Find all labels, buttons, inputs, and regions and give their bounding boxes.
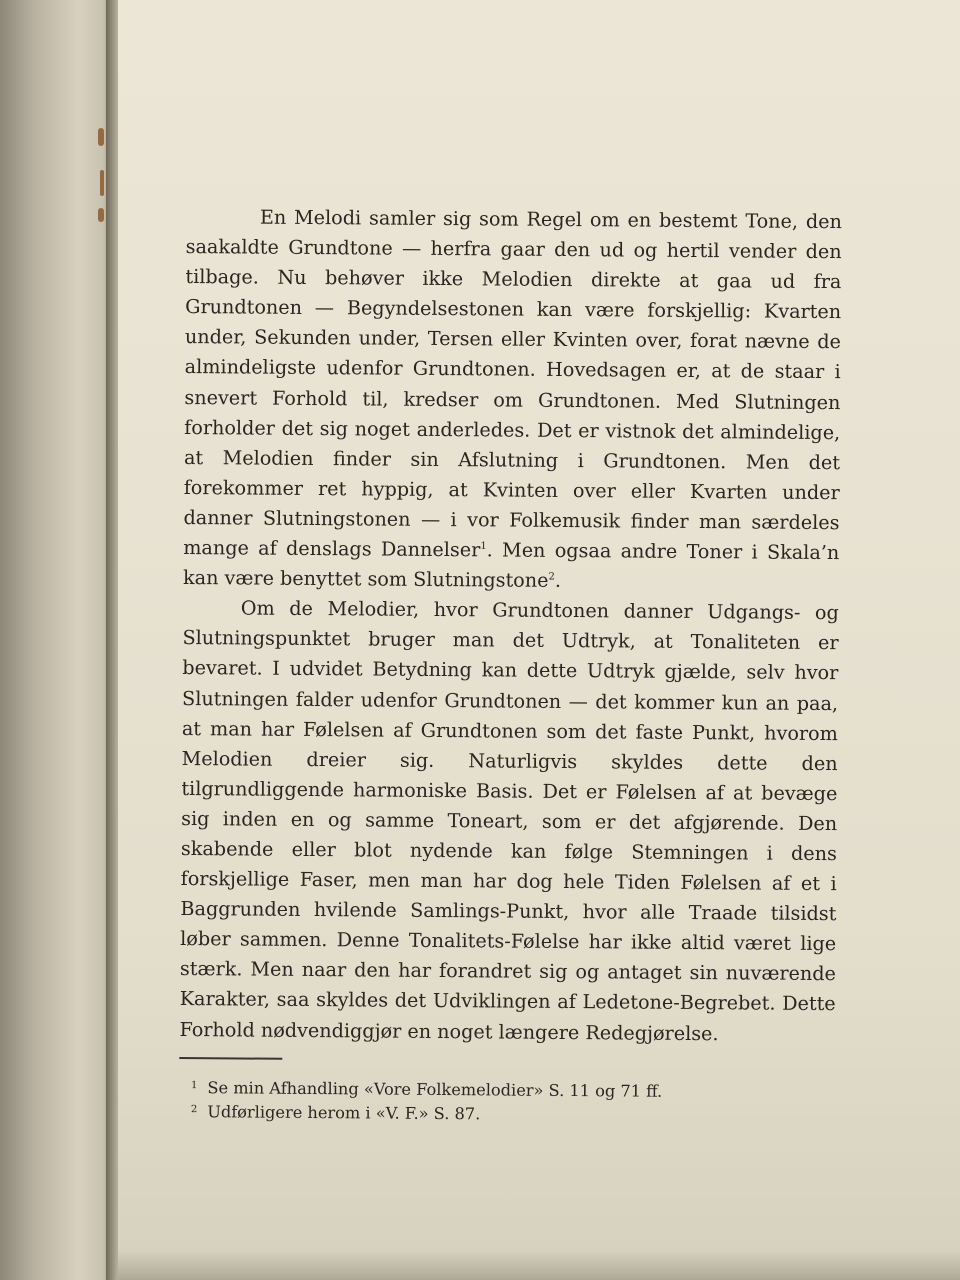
footnote-ref-2: 2 [548, 571, 555, 583]
footnote-divider [179, 1057, 282, 1060]
paragraph-1-text: En Melodi samler sig som Regel om en bestemt Tone, den saakaldte Grundtone — herfra gaar den ud og hertil vender den tilbage. Nu behøver ikke Melodien direkte at gaa ud fra Grundtonen — Begyndelsestonen kan være forskjellig: Kvarten under, Sekunden under, Tersen eller Kvinten over, forat nævne de almindeligste udenfor Grundtonen. Hovedsagen er, at de staar i snevert Forhold til, kredser om Grundtonen. Med Slutningen forholder det sig noget anderledes. Det er vistnok det almindelige, at Melodien finder sin Afslutning i Grundtonen. Men det forekommer ret hyppig, at Kvinten over eller Kvarten under danner Slutningstonen — i vor Folkemusik finder man særdeles mange af denslags Dannelser [183, 205, 842, 562]
page-stain [100, 170, 104, 196]
page-shadow [118, 1250, 960, 1280]
paragraph-1-end: . [554, 569, 562, 593]
left-page-edge [0, 0, 112, 1280]
paragraph-1 [183, 202, 842, 598]
footnote-2-text: Udførligere herom i «V. F.» S. 87. [207, 1101, 481, 1123]
page-stain [98, 128, 104, 146]
footnote-1-number: 1 [191, 1079, 198, 1091]
footnote-2 [191, 1099, 835, 1128]
page-body [179, 202, 842, 1128]
footnote-ref-1: 1 [480, 540, 487, 553]
page-stain [98, 208, 104, 222]
footnote-2-number: 2 [190, 1103, 198, 1115]
footnote-1-text: Se min Afhandling «Vore Folkemelodier» S. 11 og 71 ff. [207, 1077, 663, 1101]
paragraph-2: Om de Melodier, hvor Grundtonen danner Udgangs- og Slutningspunktet bruger man det Udtryk, at Tonaliteten er bevaret. I udvidet Betydning kan dette Udtryk gjælde, selv hvor Slutningen falder udenfor Grundtonen — det kommer kun an paa, at man har Følelsen af Grundtonen som det faste Punkt, hvorom Melodien dreier sig. Naturligvis skyldes dette den tilgrundliggende harmoniske Basis. Det er Følelsen af at bevæge sig inden en og samme Toneart, som er det afgjørende. Den skabende eller blot nydende kan følge Stemningen i dens forskjellige Faser, men man har dog hele Tiden Følelsen af et i Baggrunden hvilende Samlings-Punkt, hvor alle Traade tilsidst løber sammen. Denne Tonalitets-Følelse har ikke altid været lige stærk. Men naar den har forandret sig og antaget sin nuværende Karakter, saa skyldes det Udviklingen af Ledetone-Begrebet. Dette Forhold nødvendiggjør en noget længere Redegjørelse. [179, 596, 839, 1045]
paragraph-1-text-cont: . Men ogsaa andre Toner i Skala’n kan være benyttet som Slutningstone [182, 538, 840, 592]
